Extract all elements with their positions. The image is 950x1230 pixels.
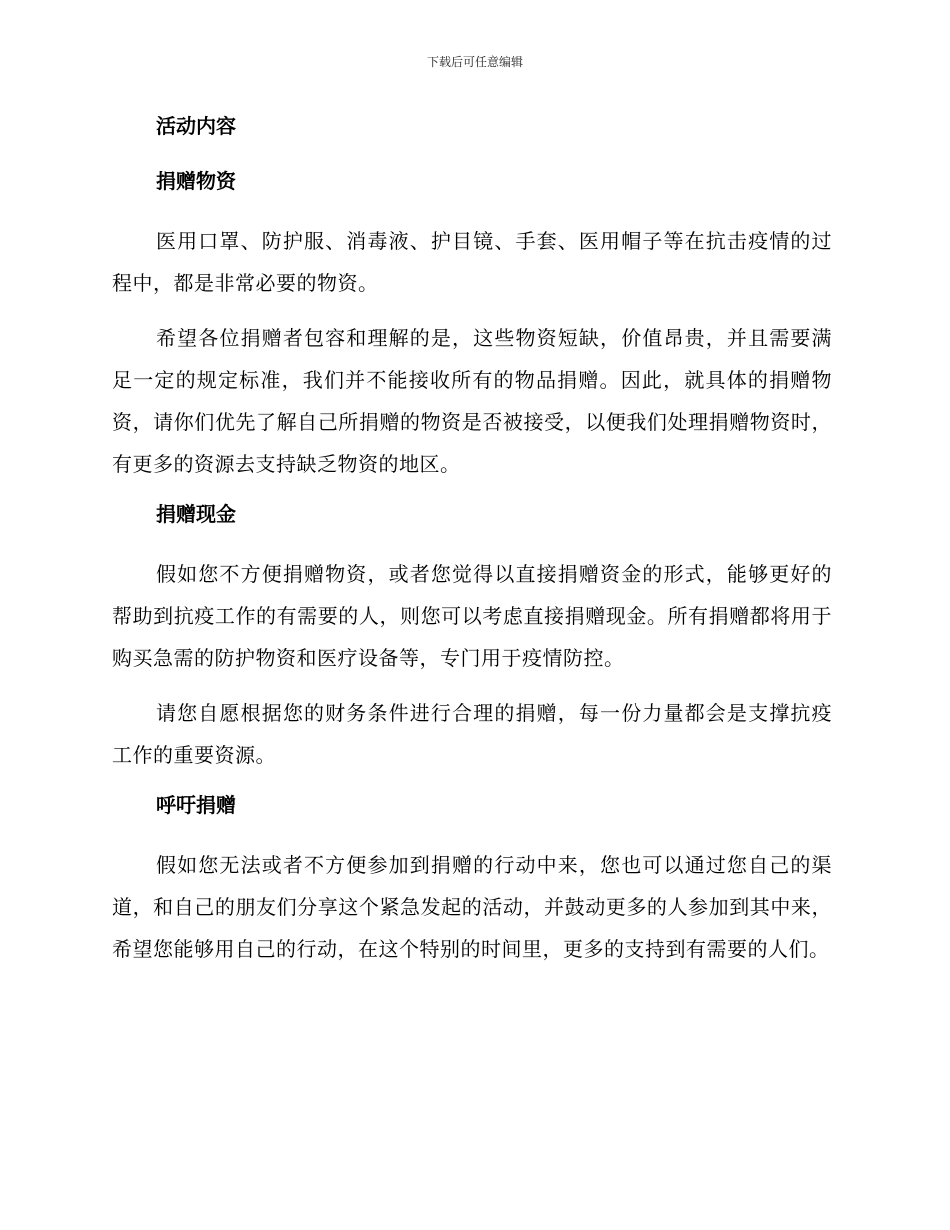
section-heading-donate-supplies: 捐赠物资 <box>156 169 236 193</box>
section-heading-donate-cash: 捐赠现金 <box>156 502 236 526</box>
paragraph-supplies-notice: 希望各位捐赠者包容和理解的是，这些物资短缺，价值昂贵，并且需要满足一定的规定标准，我们并不能接收所有的物品捐赠。因此，就具体的捐赠物资，请你们优先了解自己所捐赠的物资是否被接受，以便我们处理捐赠物资时，有更多的资源去支持缺乏物资的地区。 <box>112 326 832 476</box>
paragraph-voluntary-donation: 请您自愿根据您的财务条件进行合理的捐赠，每一份力量都会是支撑抗疫工作的重要资源。 <box>112 701 832 767</box>
paragraph-share-activity: 假如您无法或者不方便参加到捐赠的行动中来，您也可以通过您自己的渠道，和自己的朋友们分享这个紧急发起的活动，并鼓动更多的人参加到其中来，希望您能够用自己的行动，在这个特别的时间里，更多的支持到有需要的人们。 <box>112 853 832 961</box>
section-heading-call-for-donation: 呼吁捐赠 <box>156 793 236 817</box>
page-header: 下载后可任意编辑 <box>426 55 523 69</box>
paragraph-cash-donation: 假如您不方便捐赠物资，或者您觉得以直接捐赠资金的形式，能够更好的帮助到抗疫工作的有需要的人，则您可以考虑直接捐赠现金。所有捐赠都将用于购买急需的防护物资和医疗设备等，专门用于疫情防控。 <box>112 562 832 670</box>
paragraph-supplies-list: 医用口罩、防护服、消毒液、护目镜、手套、医用帽子等在抗击疫情的过程中，都是非常必要的物资。 <box>112 229 832 295</box>
section-heading-activity-content: 活动内容 <box>156 114 236 138</box>
document-body <box>112 110 832 983</box>
